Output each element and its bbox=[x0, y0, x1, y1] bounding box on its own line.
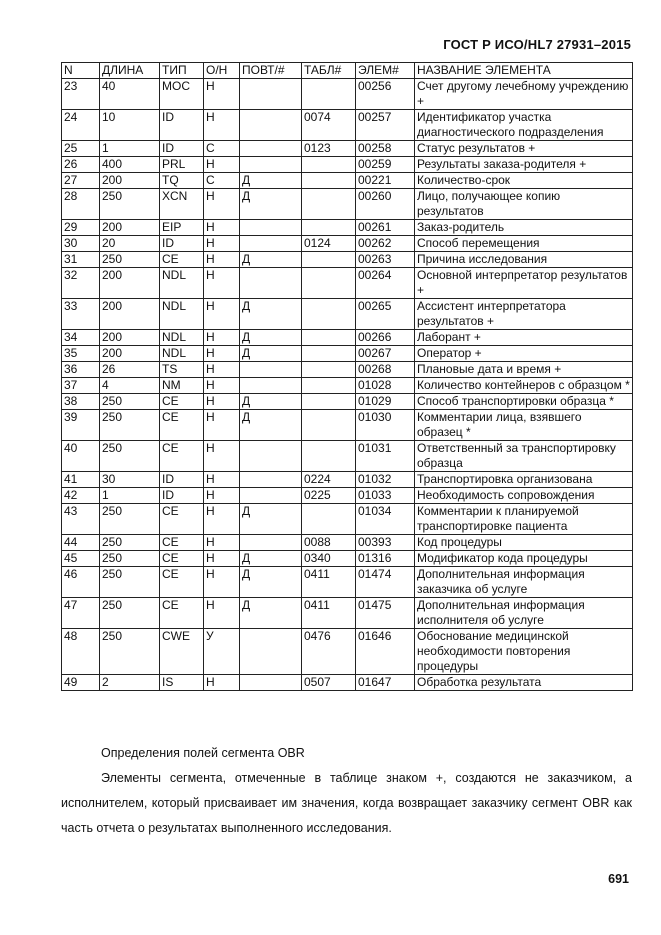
table-row bbox=[62, 675, 633, 691]
cell-type: CE bbox=[160, 598, 204, 629]
cell-element-no: 00221 bbox=[356, 173, 415, 189]
cell-element-name: Лицо, получающее копию результатов bbox=[415, 189, 633, 220]
cell-table-no: 0411 bbox=[302, 567, 356, 598]
cell-on: Н bbox=[204, 157, 240, 173]
cell-on: Н bbox=[204, 675, 240, 691]
cell-table-no bbox=[302, 220, 356, 236]
cell-repeat: Д bbox=[240, 598, 302, 629]
cell-table-no: 0507 bbox=[302, 675, 356, 691]
cell-element-no: 01474 bbox=[356, 567, 415, 598]
cell-table-no bbox=[302, 268, 356, 299]
cell-on: Н bbox=[204, 567, 240, 598]
cell-element-no: 01032 bbox=[356, 472, 415, 488]
cell-element-name: Дополнительная информация исполнителя об услуге bbox=[415, 598, 633, 629]
cell-table-no bbox=[302, 362, 356, 378]
cell-n: 37 bbox=[62, 378, 100, 394]
cell-length: 2 bbox=[100, 675, 160, 691]
table-row bbox=[62, 535, 633, 551]
cell-length: 400 bbox=[100, 157, 160, 173]
cell-length: 26 bbox=[100, 362, 160, 378]
cell-element-name: Заказ-родитель bbox=[415, 220, 633, 236]
cell-repeat bbox=[240, 535, 302, 551]
cell-repeat bbox=[240, 110, 302, 141]
cell-length: 250 bbox=[100, 629, 160, 675]
cell-type: CWE bbox=[160, 629, 204, 675]
cell-element-no: 00258 bbox=[356, 141, 415, 157]
table-row bbox=[62, 362, 633, 378]
cell-table-no: 0074 bbox=[302, 110, 356, 141]
cell-length: 4 bbox=[100, 378, 160, 394]
column-header-on: О/Н bbox=[204, 63, 240, 79]
cell-element-name: Обоснование медицинской необходимости повторения процедуры bbox=[415, 629, 633, 675]
cell-table-no bbox=[302, 441, 356, 472]
cell-element-name: Статус результатов + bbox=[415, 141, 633, 157]
cell-length: 1 bbox=[100, 488, 160, 504]
table-row bbox=[62, 629, 633, 675]
cell-n: 49 bbox=[62, 675, 100, 691]
cell-table-no: 0411 bbox=[302, 598, 356, 629]
cell-repeat: Д bbox=[240, 252, 302, 268]
cell-length: 20 bbox=[100, 236, 160, 252]
cell-element-name: Количество контейнеров с образцом * bbox=[415, 378, 633, 394]
cell-on: Н bbox=[204, 551, 240, 567]
cell-element-name: Лаборант + bbox=[415, 330, 633, 346]
cell-n: 43 bbox=[62, 504, 100, 535]
cell-element-name: Дополнительная информация заказчика об услуге bbox=[415, 567, 633, 598]
cell-repeat bbox=[240, 362, 302, 378]
cell-element-name: Обработка результата bbox=[415, 675, 633, 691]
cell-element-name: Ассистент интерпретатора результатов + bbox=[415, 299, 633, 330]
cell-length: 250 bbox=[100, 535, 160, 551]
cell-n: 36 bbox=[62, 362, 100, 378]
table-row bbox=[62, 236, 633, 252]
cell-repeat: Д bbox=[240, 504, 302, 535]
cell-n: 44 bbox=[62, 535, 100, 551]
cell-n: 25 bbox=[62, 141, 100, 157]
column-header-length: ДЛИНА bbox=[100, 63, 160, 79]
table-row bbox=[62, 268, 633, 299]
cell-element-no: 01030 bbox=[356, 410, 415, 441]
column-header-element-name: НАЗВАНИЕ ЭЛЕМЕНТА bbox=[415, 63, 633, 79]
cell-repeat bbox=[240, 157, 302, 173]
cell-type: NDL bbox=[160, 346, 204, 362]
cell-table-no bbox=[302, 394, 356, 410]
column-header-table-no: ТАБЛ# bbox=[302, 63, 356, 79]
cell-on: Н bbox=[204, 110, 240, 141]
table-row bbox=[62, 299, 633, 330]
cell-table-no bbox=[302, 252, 356, 268]
cell-on: Н bbox=[204, 220, 240, 236]
cell-on: С bbox=[204, 173, 240, 189]
cell-element-name: Комментарии к планируемой транспортировке пациента bbox=[415, 504, 633, 535]
cell-element-no: 00262 bbox=[356, 236, 415, 252]
cell-element-no: 01034 bbox=[356, 504, 415, 535]
cell-on: Н bbox=[204, 268, 240, 299]
cell-on: Н bbox=[204, 236, 240, 252]
cell-length: 10 bbox=[100, 110, 160, 141]
column-header-type: ТИП bbox=[160, 63, 204, 79]
cell-length: 250 bbox=[100, 252, 160, 268]
table-row bbox=[62, 472, 633, 488]
cell-n: 26 bbox=[62, 157, 100, 173]
cell-table-no bbox=[302, 173, 356, 189]
cell-type: EIP bbox=[160, 220, 204, 236]
cell-repeat: Д bbox=[240, 346, 302, 362]
cell-type: XCN bbox=[160, 189, 204, 220]
cell-type: TS bbox=[160, 362, 204, 378]
cell-element-name: Модификатор кода процедуры bbox=[415, 551, 633, 567]
column-header-n: N bbox=[62, 63, 100, 79]
cell-n: 33 bbox=[62, 299, 100, 330]
cell-element-no: 00266 bbox=[356, 330, 415, 346]
cell-n: 39 bbox=[62, 410, 100, 441]
table-row bbox=[62, 79, 633, 110]
cell-type: CE bbox=[160, 394, 204, 410]
cell-length: 200 bbox=[100, 346, 160, 362]
cell-length: 250 bbox=[100, 551, 160, 567]
table-body bbox=[62, 79, 633, 691]
cell-element-no: 01031 bbox=[356, 441, 415, 472]
table-row bbox=[62, 504, 633, 535]
cell-table-no bbox=[302, 346, 356, 362]
table-row bbox=[62, 488, 633, 504]
cell-element-no: 00268 bbox=[356, 362, 415, 378]
cell-length: 250 bbox=[100, 441, 160, 472]
cell-on: С bbox=[204, 141, 240, 157]
table-row bbox=[62, 173, 633, 189]
table-row bbox=[62, 378, 633, 394]
cell-on: Н bbox=[204, 472, 240, 488]
cell-element-no: 01646 bbox=[356, 629, 415, 675]
cell-type: ID bbox=[160, 110, 204, 141]
cell-table-no bbox=[302, 189, 356, 220]
cell-repeat bbox=[240, 378, 302, 394]
cell-length: 200 bbox=[100, 299, 160, 330]
table-row bbox=[62, 410, 633, 441]
column-header-element-no: ЭЛЕМ# bbox=[356, 63, 415, 79]
cell-type: NDL bbox=[160, 268, 204, 299]
cell-type: CE bbox=[160, 551, 204, 567]
cell-element-no: 01029 bbox=[356, 394, 415, 410]
cell-element-no: 00259 bbox=[356, 157, 415, 173]
cell-type: MOC bbox=[160, 79, 204, 110]
cell-element-name: Способ транспортировки образца * bbox=[415, 394, 633, 410]
cell-n: 40 bbox=[62, 441, 100, 472]
table-row bbox=[62, 551, 633, 567]
cell-on: Н bbox=[204, 488, 240, 504]
table-row bbox=[62, 110, 633, 141]
cell-type: ID bbox=[160, 236, 204, 252]
cell-on: Н bbox=[204, 394, 240, 410]
table-row bbox=[62, 567, 633, 598]
cell-element-no: 00265 bbox=[356, 299, 415, 330]
cell-on: Н bbox=[204, 378, 240, 394]
cell-element-no: 00267 bbox=[356, 346, 415, 362]
cell-n: 27 bbox=[62, 173, 100, 189]
cell-type: NDL bbox=[160, 299, 204, 330]
cell-on: Н bbox=[204, 504, 240, 535]
cell-n: 29 bbox=[62, 220, 100, 236]
cell-length: 250 bbox=[100, 410, 160, 441]
cell-element-name: Счет другому лечебному учреждению + bbox=[415, 79, 633, 110]
cell-n: 46 bbox=[62, 567, 100, 598]
column-header-repeat: ПОВТ/# bbox=[240, 63, 302, 79]
cell-n: 47 bbox=[62, 598, 100, 629]
cell-type: CE bbox=[160, 410, 204, 441]
cell-repeat bbox=[240, 488, 302, 504]
cell-on: Н bbox=[204, 252, 240, 268]
cell-table-no bbox=[302, 79, 356, 110]
cell-element-no: 01647 bbox=[356, 675, 415, 691]
cell-on: Н bbox=[204, 410, 240, 441]
cell-type: IS bbox=[160, 675, 204, 691]
cell-n: 31 bbox=[62, 252, 100, 268]
cell-length: 250 bbox=[100, 394, 160, 410]
cell-n: 45 bbox=[62, 551, 100, 567]
cell-repeat: Д bbox=[240, 394, 302, 410]
table-row bbox=[62, 346, 633, 362]
cell-table-no bbox=[302, 157, 356, 173]
cell-on: Н bbox=[204, 441, 240, 472]
cell-element-no: 00260 bbox=[356, 189, 415, 220]
cell-table-no: 0340 bbox=[302, 551, 356, 567]
cell-type: ID bbox=[160, 488, 204, 504]
cell-type: NDL bbox=[160, 330, 204, 346]
cell-on: Н bbox=[204, 330, 240, 346]
cell-type: PRL bbox=[160, 157, 204, 173]
cell-repeat bbox=[240, 141, 302, 157]
cell-length: 30 bbox=[100, 472, 160, 488]
cell-element-no: 01033 bbox=[356, 488, 415, 504]
table-row bbox=[62, 189, 633, 220]
cell-length: 40 bbox=[100, 79, 160, 110]
cell-repeat: Д bbox=[240, 330, 302, 346]
table-header-row bbox=[62, 63, 633, 79]
cell-repeat: Д bbox=[240, 567, 302, 598]
cell-element-no: 00263 bbox=[356, 252, 415, 268]
cell-element-no: 01316 bbox=[356, 551, 415, 567]
cell-n: 35 bbox=[62, 346, 100, 362]
cell-element-no: 00261 bbox=[356, 220, 415, 236]
cell-element-no: 01475 bbox=[356, 598, 415, 629]
cell-element-no: 00393 bbox=[356, 535, 415, 551]
cell-n: 24 bbox=[62, 110, 100, 141]
cell-repeat bbox=[240, 629, 302, 675]
cell-n: 32 bbox=[62, 268, 100, 299]
cell-n: 48 bbox=[62, 629, 100, 675]
cell-on: Н bbox=[204, 189, 240, 220]
cell-type: ID bbox=[160, 141, 204, 157]
cell-n: 34 bbox=[62, 330, 100, 346]
cell-repeat bbox=[240, 268, 302, 299]
cell-n: 28 bbox=[62, 189, 100, 220]
page-number: 691 bbox=[608, 872, 629, 886]
cell-repeat: Д bbox=[240, 189, 302, 220]
cell-on: Н bbox=[204, 362, 240, 378]
cell-repeat: Д bbox=[240, 173, 302, 189]
cell-element-name: Причина исследования bbox=[415, 252, 633, 268]
cell-repeat: Д bbox=[240, 551, 302, 567]
cell-length: 200 bbox=[100, 220, 160, 236]
cell-type: CE bbox=[160, 441, 204, 472]
cell-table-no bbox=[302, 504, 356, 535]
table-row bbox=[62, 252, 633, 268]
cell-table-no: 0225 bbox=[302, 488, 356, 504]
cell-n: 23 bbox=[62, 79, 100, 110]
cell-element-name: Необходимость сопровождения bbox=[415, 488, 633, 504]
cell-on: Н bbox=[204, 346, 240, 362]
cell-element-name: Комментарии лица, взявшего образец * bbox=[415, 410, 633, 441]
cell-on: Н bbox=[204, 299, 240, 330]
cell-length: 250 bbox=[100, 598, 160, 629]
cell-element-name: Количество-срок bbox=[415, 173, 633, 189]
cell-length: 250 bbox=[100, 504, 160, 535]
cell-type: CE bbox=[160, 504, 204, 535]
cell-repeat bbox=[240, 220, 302, 236]
cell-table-no: 0123 bbox=[302, 141, 356, 157]
section-caption bbox=[61, 741, 632, 766]
cell-length: 250 bbox=[100, 567, 160, 598]
cell-table-no: 0088 bbox=[302, 535, 356, 551]
document-header: ГОСТ Р ИСО/HL7 27931–2015 bbox=[443, 37, 631, 52]
table-row bbox=[62, 441, 633, 472]
cell-table-no: 0224 bbox=[302, 472, 356, 488]
cell-element-name: Код процедуры bbox=[415, 535, 633, 551]
cell-table-no: 0124 bbox=[302, 236, 356, 252]
cell-table-no bbox=[302, 410, 356, 441]
cell-length: 200 bbox=[100, 330, 160, 346]
table-row bbox=[62, 220, 633, 236]
cell-element-no: 00256 bbox=[356, 79, 415, 110]
cell-n: 38 bbox=[62, 394, 100, 410]
body-paragraph: Элементы сегмента, отмеченные в таблице знаком +, создаются не заказчиком, а исполнителем, который присваивает им значения, когда возвращает заказчику сегмент OBR как часть отчета о результатах выполненного исследования. bbox=[61, 771, 632, 835]
caption-text: Определения полей сегмента OBR bbox=[101, 746, 305, 760]
cell-type: NM bbox=[160, 378, 204, 394]
cell-element-no: 00264 bbox=[356, 268, 415, 299]
cell-n: 30 bbox=[62, 236, 100, 252]
cell-element-no: 00257 bbox=[356, 110, 415, 141]
cell-table-no bbox=[302, 330, 356, 346]
cell-length: 1 bbox=[100, 141, 160, 157]
cell-type: TQ bbox=[160, 173, 204, 189]
cell-repeat bbox=[240, 236, 302, 252]
cell-n: 41 bbox=[62, 472, 100, 488]
cell-element-name: Плановые дата и время + bbox=[415, 362, 633, 378]
cell-repeat: Д bbox=[240, 410, 302, 441]
cell-element-name: Способ перемещения bbox=[415, 236, 633, 252]
cell-repeat bbox=[240, 675, 302, 691]
cell-type: CE bbox=[160, 252, 204, 268]
cell-type: ID bbox=[160, 472, 204, 488]
cell-on: Н bbox=[204, 79, 240, 110]
cell-n: 42 bbox=[62, 488, 100, 504]
cell-table-no bbox=[302, 378, 356, 394]
cell-table-no bbox=[302, 299, 356, 330]
cell-repeat bbox=[240, 79, 302, 110]
cell-type: CE bbox=[160, 535, 204, 551]
table-row bbox=[62, 394, 633, 410]
cell-length: 200 bbox=[100, 268, 160, 299]
cell-element-name: Результаты заказа-родителя + bbox=[415, 157, 633, 173]
cell-element-name: Идентификатор участка диагностического подразделения bbox=[415, 110, 633, 141]
cell-repeat bbox=[240, 472, 302, 488]
cell-repeat: Д bbox=[240, 299, 302, 330]
table-row bbox=[62, 598, 633, 629]
cell-repeat bbox=[240, 441, 302, 472]
cell-on: У bbox=[204, 629, 240, 675]
cell-on: Н bbox=[204, 535, 240, 551]
cell-on: Н bbox=[204, 598, 240, 629]
cell-length: 250 bbox=[100, 189, 160, 220]
cell-element-no: 01028 bbox=[356, 378, 415, 394]
cell-element-name: Основной интерпретатор результатов + bbox=[415, 268, 633, 299]
cell-type: CE bbox=[160, 567, 204, 598]
table-row bbox=[62, 330, 633, 346]
table-row bbox=[62, 141, 633, 157]
cell-element-name: Ответственный за транспортировку образца bbox=[415, 441, 633, 472]
cell-table-no: 0476 bbox=[302, 629, 356, 675]
obr-segment-table bbox=[61, 62, 633, 691]
cell-element-name: Оператор + bbox=[415, 346, 633, 362]
cell-length: 200 bbox=[100, 173, 160, 189]
cell-element-name: Транспортировка организована bbox=[415, 472, 633, 488]
table-row bbox=[62, 157, 633, 173]
